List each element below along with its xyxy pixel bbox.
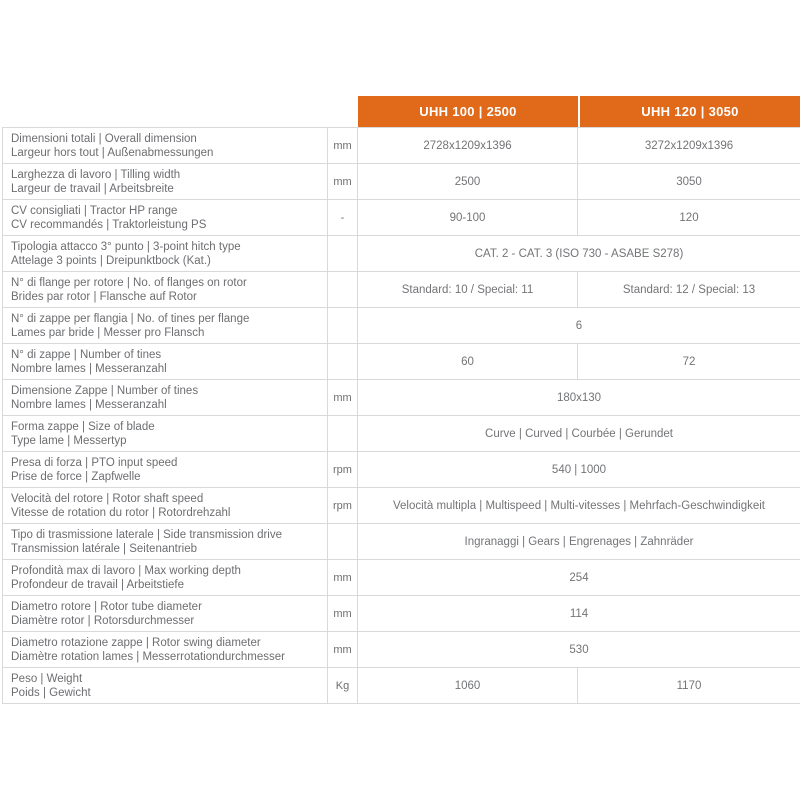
row-value-model1: 2728x1209x1396 [358,128,578,163]
row-label-line1: N° di zappe per flangia | No. of tines per flange [11,312,250,325]
row-label-line1: Profondità max di lavoro | Max working depth [11,564,241,577]
table-row-blade-shape [2,416,800,452]
table-row-rotor-swing-diameter [2,632,800,668]
row-value-merged: 6 [575,319,583,332]
table-row-hp-range [2,200,800,236]
row-value-model1: 60 [358,344,578,379]
row-label-line1: Velocità del rotore | Rotor shaft speed [11,492,204,505]
row-label-line1: Tipologia attacco 3° punto | 3-point hitch type [11,240,241,253]
row-label [2,344,328,379]
row-label-line2: Nombre lames | Messeranzahl [11,398,167,411]
row-label-line2: Attelage 3 points | Dreipunktbock (Kat.) [11,254,211,267]
row-value-merged: 530 [569,643,589,656]
row-label-line1: Larghezza di lavoro | Tilling width [11,168,181,181]
row-label-line2: Vitesse de rotation du rotor | Rotordrehzahl [11,506,231,519]
header-spacer-label [2,96,328,127]
row-label-line1: Dimensione Zappe | Number of tines [11,384,199,397]
row-value-merged: CAT. 2 - CAT. 3 (ISO 730 - ASABE S278) [474,247,684,260]
table-row-flanges-on-rotor [2,272,800,308]
table-row-side-transmission [2,524,800,560]
row-value-model2: 3272x1209x1396 [644,139,734,152]
row-label [2,164,328,199]
row-label-line1: N° di zappe | Number of tines [11,348,162,361]
row-unit [328,272,358,307]
row-label-line1: Dimensioni totali | Overall dimension [11,132,197,145]
row-label-line1: Presa di forza | PTO input speed [11,456,178,469]
row-value-merged: 180x130 [556,391,602,404]
row-value-model1: 90-100 [358,200,578,235]
row-label-line1: Peso | Weight [11,672,83,685]
table-row-rotor-tube-diameter [2,596,800,632]
row-label-line1: Tipo di trasmissione laterale | Side transmission drive [11,528,283,541]
row-label [2,524,328,559]
row-value-model1: Standard: 10 / Special: 11 [358,272,578,307]
row-label [2,668,328,703]
table-row-pto-input-speed [2,452,800,488]
row-value-merged: Curve | Curved | Courbée | Gerundet [485,427,673,440]
row-value-model2: 3050 [676,175,702,188]
table-row-rotor-shaft-speed [2,488,800,524]
row-label-line1: N° di flange per rotore | No. of flanges on rotor [11,276,247,289]
header-spacer-unit [328,96,358,127]
table-row-tines-per-flange [2,308,800,344]
row-value-merged: Ingranaggi | Gears | Engrenages | Zahnräder [464,535,694,548]
row-unit: mm [328,380,358,415]
row-unit [328,416,358,451]
row-value-model2: 72 [682,355,696,368]
table-row-overall-dimension [2,128,800,164]
row-label-line1: Diametro rotazione zappe | Rotor swing diameter [11,636,261,649]
row-label [2,272,328,307]
row-label-line2: Diamètre rotor | Rotorsdurchmesser [11,614,195,627]
row-unit [328,524,358,559]
row-label-line2: Diamètre rotation lames | Messerrotationdurchmesser [11,650,285,663]
row-label [2,380,328,415]
row-label-line2: Prise de force | Zapfwelle [11,470,141,483]
row-label [2,632,328,667]
row-label [2,416,328,451]
model-header-uhh120: UHH 120 | 3050 [578,96,800,127]
row-unit: rpm [328,452,358,487]
table-body [2,127,800,704]
row-label-line1: CV consigliati | Tractor HP range [11,204,178,217]
row-label-line1: Diametro rotore | Rotor tube diameter [11,600,202,613]
row-label-line2: Lames par bride | Messer pro Flansch [11,326,205,339]
row-unit: mm [328,560,358,595]
row-unit [328,344,358,379]
row-value-merged: 540 | 1000 [551,463,607,476]
row-unit: mm [328,596,358,631]
row-unit: - [328,200,358,235]
row-value-model1: 1060 [358,668,578,703]
row-label-line2: Largeur de travail | Arbeitsbreite [11,182,174,195]
row-label-line2: Brides par rotor | Flansche auf Rotor [11,290,197,303]
row-unit: mm [328,632,358,667]
row-label-line2: CV recommandés | Traktorleistung PS [11,218,207,231]
row-value-model1: 2500 [358,164,578,199]
row-value-merged: Velocità multipla | Multispeed | Multi-vitesses | Mehrfach-Geschwindigkeit [393,499,765,512]
row-label [2,560,328,595]
row-unit [328,236,358,271]
row-label [2,128,328,163]
row-unit: mm [328,128,358,163]
table-row-number-of-tines [2,344,800,380]
table-row-hitch-type [2,236,800,272]
row-label [2,488,328,523]
table-header-row [2,96,800,127]
row-label [2,452,328,487]
row-value-model2: Standard: 12 / Special: 13 [622,283,756,296]
table-row-max-working-depth [2,560,800,596]
row-value-model2: 1170 [676,679,702,692]
row-unit: rpm [328,488,358,523]
row-label [2,236,328,271]
row-label-line2: Largeur hors tout | Außenabmessungen [11,146,214,159]
row-label-line2: Type lame | Messertyp [11,434,127,447]
row-label-line2: Transmission latérale | Seitenantrieb [11,542,198,555]
row-label [2,308,328,343]
model-header-uhh100: UHH 100 | 2500 [358,96,578,127]
row-label-line2: Profondeur de travail | Arbeitstiefe [11,578,185,591]
row-label [2,596,328,631]
table-row-tine-dimension [2,380,800,416]
row-label-line2: Nombre lames | Messeranzahl [11,362,167,375]
row-unit: mm [328,164,358,199]
spec-table [2,96,800,704]
row-label [2,200,328,235]
table-row-weight [2,668,800,704]
row-label-line2: Poids | Gewicht [11,686,91,699]
row-unit: Kg [328,668,358,703]
table-row-tilling-width [2,164,800,200]
row-value-model2: 120 [679,211,699,224]
row-unit [328,308,358,343]
row-label-line1: Forma zappe | Size of blade [11,420,155,433]
row-value-merged: 114 [569,607,589,620]
row-value-merged: 254 [569,571,589,584]
